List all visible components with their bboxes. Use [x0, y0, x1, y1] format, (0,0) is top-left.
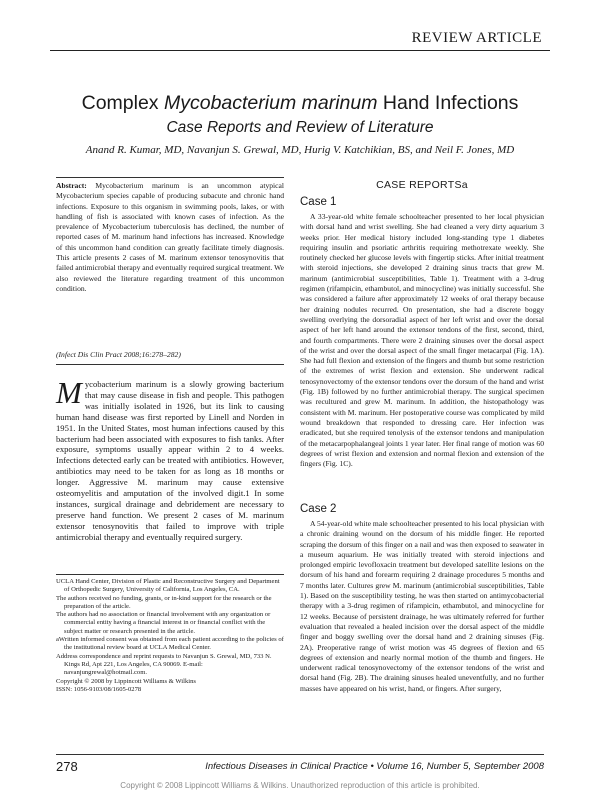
article-title [50, 92, 550, 114]
footnote-conflict: The authors had no association or financial involvement with any organization or commercial entity having a financial interest in or financial conflict with the subject matter or research presented in the article. [56, 611, 271, 635]
journal-footer: Infectious Diseases in Clinical Practice • Volume 16, Number 5, September 2008 [205, 761, 544, 772]
abstract-label: Abstract: [56, 181, 87, 190]
footnote-funding: The authors received no funding, grants, or in-kind support for the research or the preparation of the article. [56, 594, 272, 610]
section-label: REVIEW ARTICLE [411, 30, 542, 46]
footnote-issn: ISSN: 1056-9103/08/1605-0278 [56, 685, 142, 693]
article-subtitle: Case Reports and Review of Literature [166, 119, 434, 136]
author-list: Anand R. Kumar, MD, Navanjun S. Grewal, MD, Hurig V. Katchikian, BS, and Neil F. Jones, MD [85, 144, 515, 156]
case2-heading: Case 2 [300, 503, 337, 515]
page-number: 278 [56, 759, 78, 774]
intro-text: ycobacterium marinum is a slowly growing bacterium that may cause disease in fish and people. This pathogen was initially isolated in 1926, but its link to causing human hand disease was first reported by Linell and Norden in 1951. In the United States, most human infections caused by this bacterium had been associated with exposures to fish tanks. After exposure, symptoms usually appear within 2 to 4 weeks. Infections detected early can be treated with antibiotics. However, antibiotics may need to be taken for as long as 18 months or longer. Aggressive M. marinum may cause extensive osteomyelitis and amputation of the involved digit.1 In some instances, surgical drainage and debridement are necessary to preserve hand function. We present 2 cases of M. marinum extensor tenosynovitis that failed to improve with triple antimicrobial therapy and eventually required surgery. [56, 379, 284, 542]
case1-heading: Case 1 [300, 196, 337, 208]
title-suffix: Hand Infections [377, 92, 519, 114]
case-reports-heading: CASE REPORTSa [376, 179, 468, 191]
case2-text: A 54-year-old white male schoolteacher presented to his local physician with a chronic draining wound on the dorsum of his middle finger. He reported scraping the dorsum of this finger on a nail and was then exposed to seawater in a museum aquarium. He was initially treated with steroid injections and prolonged empiric levofloxacin treatment but developed satellite lesions on the dorsum of his hand and forearm requiring 2 drainage procedures 5 months and 7 months later. Cultures grew M. marinum (antimicrobial susceptibilities, Table 1). Based on the susceptibility testing, he was then started on antimycobacterial therapy with a 3-drug regimen of rifampicin, ethambutol, and minocycline for 12 weeks. Because of persistent drainage, he was ultimately referred for further evaluation that revealed a healed incision over the dorsal aspect of the middle finger and boggy swelling over the dorsal hand and 2 draining sinuses (Fig. 2A). Preoperative range of wrist motion was 45 degrees of flexion and 65 degrees of extension and nearly normal motion of the thumb and fingers. He underwent radical tenosynovectomy of the extensor tendons of the wrist and dorsal hand (Fig. 2B). The draining sinuses healed uneventfully, and no further masses have appeared on his wrist, hand, or fingers. After surgery, [300, 519, 544, 693]
footnote-consent: aWritten informed consent was obtained from each patient according to the policies of the institutional review board at UCLA Medical Center. [56, 636, 284, 652]
title-italic: Mycobacterium marinum [163, 92, 378, 114]
abstract-rule-top [56, 177, 284, 178]
abstract-rule-bottom [56, 364, 284, 365]
abstract [56, 181, 284, 294]
header-rule [50, 50, 550, 51]
footnote-copyright: Copyright © 2008 by Lippincott Williams & Wilkins [56, 677, 196, 685]
footer-rule [56, 754, 544, 755]
introduction [56, 375, 284, 543]
case1-text: A 33-year-old white female schoolteacher presented to her local physician with dorsal hand and wrist swelling. She had cleaned a very dirty aquarium 3 weeks prior. Her medical history included long-standing type 1 diabetes requiring insulin and psoriatic arthritis requiring methotrexate weekly. She routinely checked her glucose levels with fingertip sticks. After initial treatment with steroid injections, she developed 2 draining sinus tracts that grew M. marinum (antimicrobial susceptibilities, Table 1). Treatment with a 3-drug regimen (rifampicin, ethambutol, and minocycline) was initially successful. She was considered a failure after approximately 12 weeks of oral therapy because her draining nodules recurred. On presentation, she had a discrete boggy swelling overlying the dorsoradial aspect of her left wrist and over the dorsal aspect of her left hand around the extensor tendons of the first, second, third, and fourth compartments. There were 2 draining sinuses over the dorsal aspect of the wrist and over the dorsal aspect of the small finger metacarpal (Fig. 1A). She had full flexion and extension of the fingers and thumb but some restriction of the extremes of wrist flexion and extension. She underwent radical tenosynovectomy of the extensor tendons over the dorsum of the hand and wrist (Fig. 1B) followed by no further antimicrobial therapy. The surgical specimen was recultured and grew M. marinum. In addition, the histopathology was consistent with M. marinum. Her postoperative course was complicated by mild wound breakdown that responded to dressing care. Her infection was eradicated, but she required tenolysis of the extensor tendons and manipulation of the metacarpophalangeal joints 1 year later. Her final range of motion was 60 degrees of wrist flexion and extension and normal flexion and extension of the fingers (Fig. 1C). [300, 212, 544, 469]
abstract-text: Mycobacterium marinum is an uncommon atypical Mycobacterium species capable of producing subacute and chronic hand infections. Exposure to this organism in swimming pools, lakes, or with handling of fish is associated with known cases of infection. As the prevalence of Mycobacterium tuberculosis has declined, the number of reported cases of M. marinum hand infections has increased. Knowledge of this uncommon hand condition can greatly facilitate timely diagnosis. This article presents 2 cases of M. marinum extensor tenosynovitis that failed antimicrobial therapy and eventually required surgical treatment. We also reviewed the literature regarding treatment of this uncommon condition. [56, 181, 284, 293]
footnote-correspondence: Address correspondence and reprint requests to Navanjun S. Grewal, MD, 733 N. Kings Rd, Apt 221, Los Angeles, CA 90069. E-mail: navanjungrewal@hotmail.com. [56, 652, 272, 677]
footnote-affiliation: UCLA Hand Center, Division of Plastic and Reconstructive Surgery and Department of Orthopedic Surgery, University of California, Los Angeles, CA. [56, 578, 280, 594]
drop-cap: M [56, 375, 82, 410]
copyright-notice: Copyright © 2008 Lippincott Williams & Wilkins. Unauthorized reproduction of this article is prohibited. [120, 781, 480, 790]
citation: (Infect Dis Clin Pract 2008;16:278–282) [56, 350, 181, 359]
title-prefix: Complex [81, 92, 164, 114]
footnotes [56, 574, 284, 694]
